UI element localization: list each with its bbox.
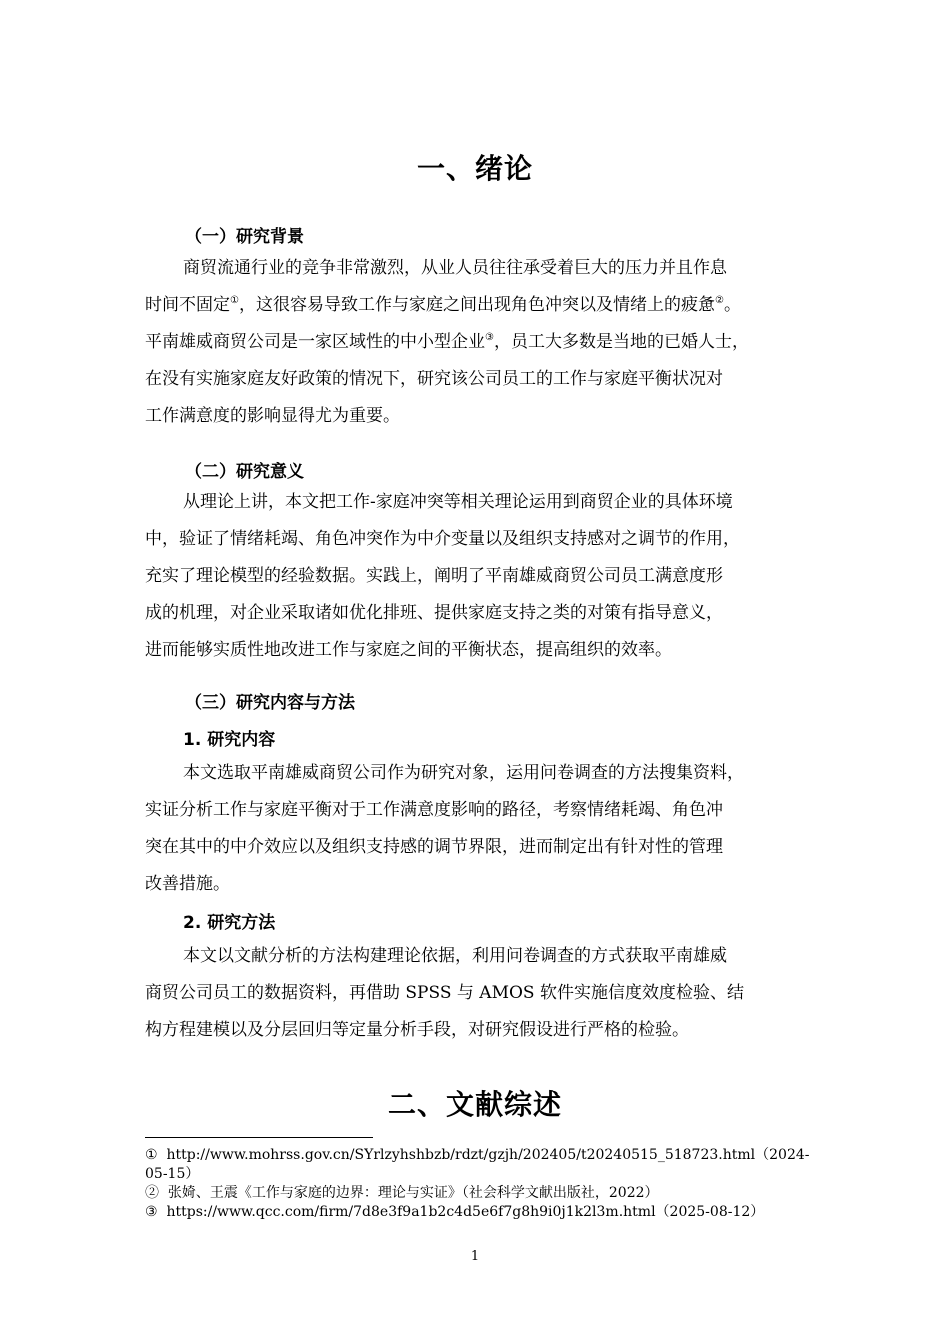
footnote-continuation: 05-15） [145,1166,200,1182]
text-line: 在没有实施家庭友好政策的情况下，研究该公司员工的工作与家庭平衡状况对 [145,369,723,389]
text-line: 商贸流通行业的竞争非常激烈，从业人员往往承受着巨大的压力并且作息 [183,258,727,278]
subsection-heading-content: 1. 研究内容 [183,730,276,750]
footnote-marker: ① [145,1147,158,1163]
text-line: 本文以文献分析的方法构建理论依据，利用问卷调查的方式获取平南雄威 [183,946,727,966]
text-line: 进而能够实质性地改进工作与家庭之间的平衡状态，提高组织的效率。 [145,640,672,660]
subsection-heading-methods: 2. 研究方法 [183,913,276,933]
text-line: 实证分析工作与家庭平衡对于工作满意度影响的路径，考察情绪耗竭、角色冲 [145,800,723,820]
footnote-text: 张婍、王震《工作与家庭的边界：理论与实证》（社会科学文献出版社，2022） [167,1185,659,1201]
text-line: 本文选取平南雄威商贸公司作为研究对象，运用问卷调查的方法搜集资料， [183,763,744,783]
section-heading-significance: （二）研究意义 [185,462,304,482]
text-line: 突在其中的中介效应以及组织支持感的调节界限，进而制定出有针对性的管理 [145,837,723,857]
footnote-separator [145,1137,373,1138]
footnote-2 [145,1184,805,1203]
paragraph-background [145,250,820,435]
footnote-marker: ② [145,1185,159,1201]
paragraph-significance [145,484,820,669]
section-heading-content-methods: （三）研究内容与方法 [185,693,355,713]
text-line: 工作满意度的影响显得尤为重要。 [145,406,400,426]
chapter-1-title: 一、绪论 [416,152,533,185]
footnote-link[interactable]: http://www.mohrss.gov.cn/SYrlzyhshbzb/rdzt/gzjh/202405/t20240515_518723.html（2024- [166,1147,810,1163]
footnotes [145,1146,810,1222]
page-number: 1 [470,1249,480,1264]
chapter-2-title: 二、文献综述 [387,1088,562,1121]
section-heading-background: （一）研究背景 [185,227,304,247]
text-line: 构方程建模以及分层回归等定量分析手段，对研究假设进行严格的检验。 [145,1020,689,1040]
footnote-ref-2[interactable]: ② [714,295,724,306]
footnote-marker: ③ [145,1204,158,1220]
text-line: 时间不固定①，这很容易导致工作与家庭之间出现角色冲突以及情绪上的疲惫②。 [145,295,741,315]
footnote-ref-1[interactable]: ① [230,295,239,306]
text-line: 从理论上讲，本文把工作-家庭冲突等相关理论运用到商贸企业的具体环境 [183,492,733,512]
text-line: 改善措施。 [145,874,230,894]
text-line: 平南雄威商贸公司是一家区域性的中小型企业③，员工大多数是当地的已婚人士， [145,332,749,352]
paragraph-methods [145,938,820,1049]
text-line: 商贸公司员工的数据资料，再借助 SPSS 与 AMOS 软件实施信度效度检验、结 [145,983,744,1003]
footnote-1 [145,1146,810,1184]
footnote-ref-3[interactable]: ③ [485,332,494,343]
footnote-link[interactable]: https://www.qcc.com/firm/7d8e3f9a1b2c4d5e6f7g8h9i0j1k2l3m.html（2025-08-12） [166,1204,765,1220]
paragraph-content [145,755,820,903]
text-line: 成的机理，对企业采取诸如优化排班、提供家庭支持之类的对策有指导意义， [145,603,723,623]
text-line: 中，验证了情绪耗竭、角色冲突作为中介变量以及组织支持感对之调节的作用， [145,529,740,549]
footnote-3 [145,1203,805,1222]
text-line: 充实了理论模型的经验数据。实践上，阐明了平南雄威商贸公司员工满意度形 [145,566,723,586]
